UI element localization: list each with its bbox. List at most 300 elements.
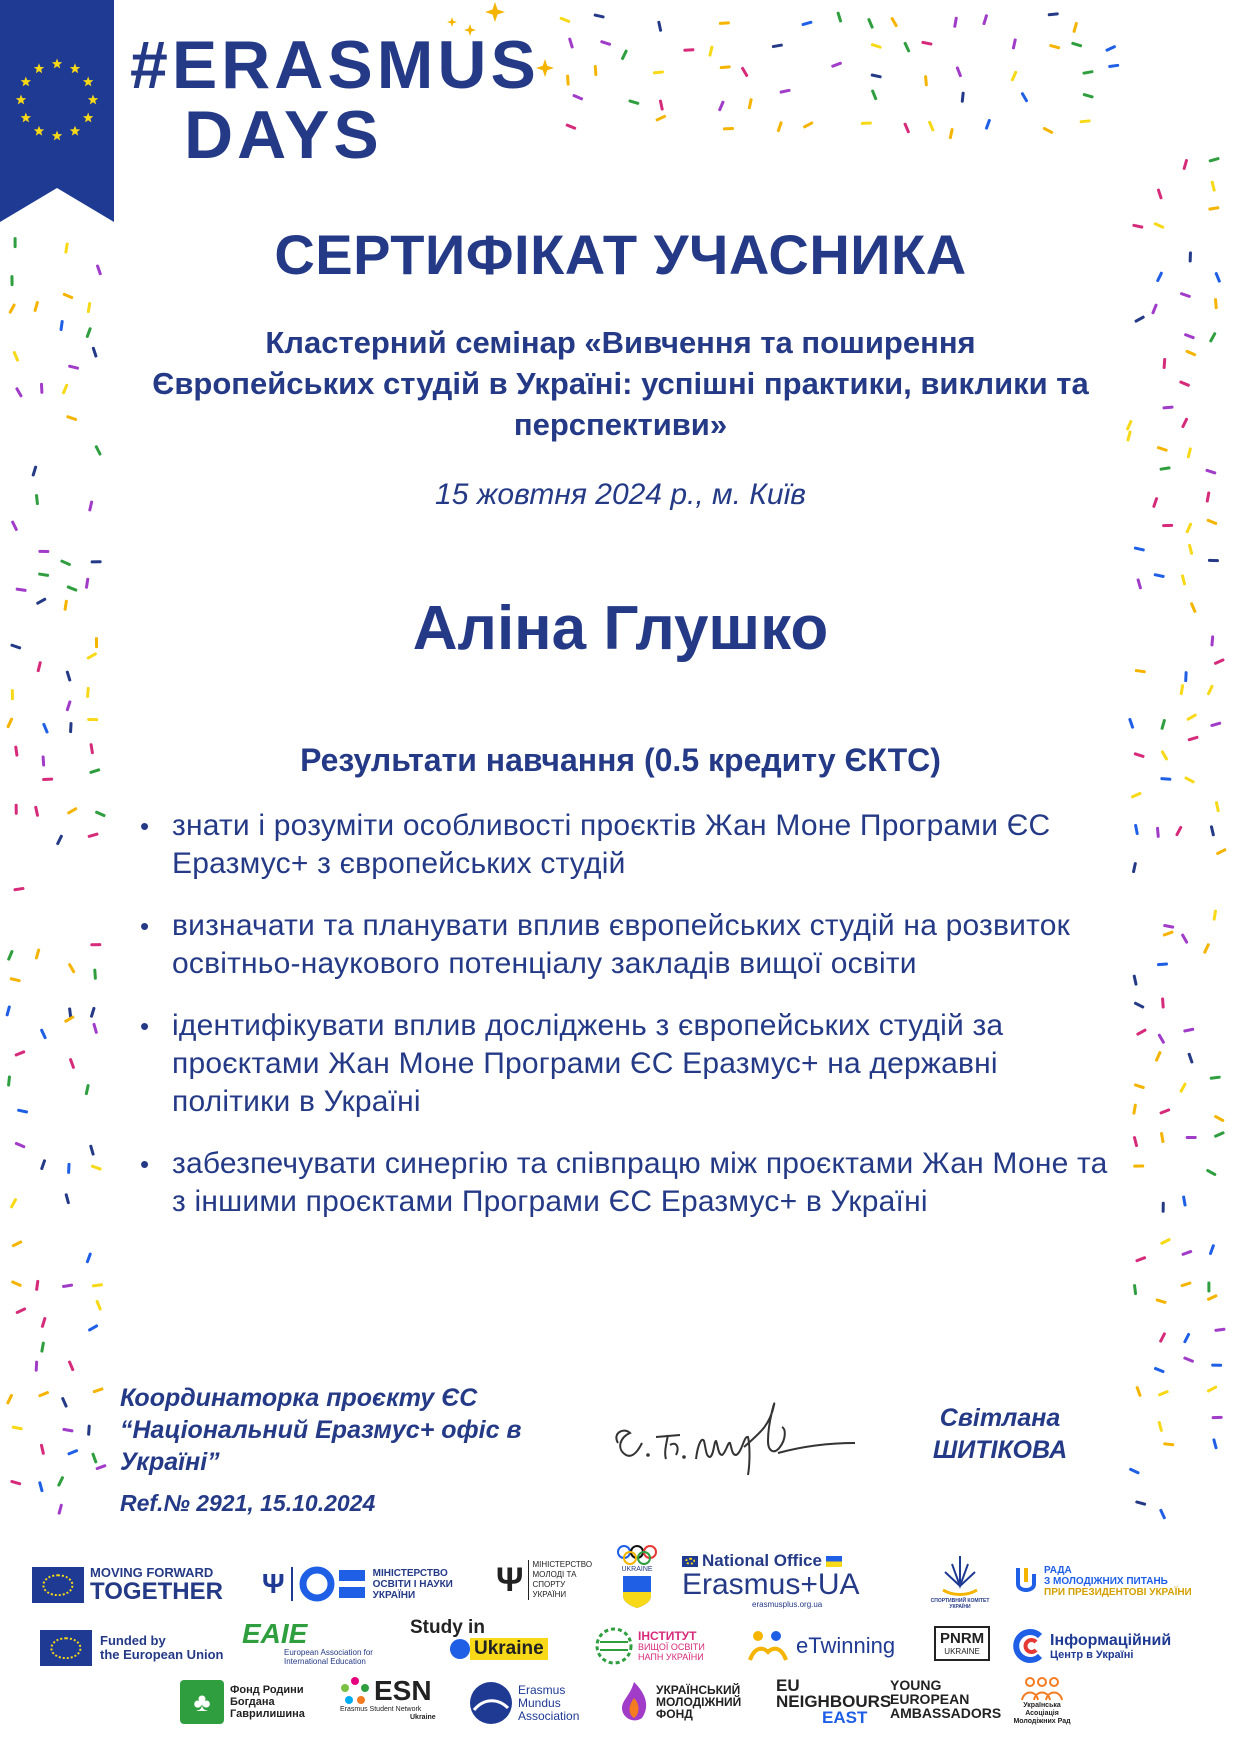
confetti-piece <box>1212 1438 1218 1449</box>
confetti-piece <box>1082 70 1093 75</box>
confetti-piece <box>91 1452 98 1463</box>
confetti-piece <box>12 351 19 362</box>
confetti-piece <box>67 807 78 815</box>
confetti-piece <box>1180 1281 1191 1287</box>
confetti-piece <box>1214 1328 1225 1332</box>
confetti-piece <box>90 1007 96 1018</box>
confetti-piece <box>1208 206 1219 211</box>
erasmus-days-logo <box>130 27 540 173</box>
trident-icon: Ψ <box>262 1568 285 1599</box>
esn-logo <box>340 1676 436 1722</box>
mundus-wave-icon <box>468 1680 514 1726</box>
confetti-piece <box>87 302 92 313</box>
logo-text: Erasmus Mundus Association <box>518 1682 580 1723</box>
confetti-piece <box>871 43 882 49</box>
signer-last-name: ШИТІКОВА <box>932 1436 1068 1464</box>
confetti-piece <box>1042 127 1053 135</box>
outcome-item: • знати і розуміти особливості проєктів Жан Моне Програми ЄС Еразмус+ з європейських студій <box>140 807 1120 883</box>
confetti-piece <box>1134 315 1145 323</box>
confetti-piece <box>600 40 611 46</box>
confetti-piece <box>1160 1132 1165 1143</box>
confetti-piece <box>62 1428 73 1433</box>
confetti-piece <box>1155 1051 1162 1062</box>
logo-text: МІНІСТЕРСТВО ОСВІТИ І НАУКИ УКРАЇНИ <box>372 1567 453 1601</box>
confetti-piece <box>1212 910 1217 921</box>
confetti-piece <box>1203 943 1210 954</box>
confetti-piece <box>93 969 97 980</box>
outcome-item: • визначати та планувати вплив європейських студій на розвиток освітньо-наукового потенціалу закладів вищої освіти <box>140 907 1120 983</box>
confetti-piece <box>1163 358 1167 369</box>
hand-emblem-icon <box>1012 1564 1040 1598</box>
confetti-piece <box>35 1280 40 1291</box>
confetti-piece <box>1157 1033 1165 1044</box>
logo-text: EAST <box>822 1708 868 1727</box>
confetti-piece <box>1211 1364 1222 1367</box>
confetti-piece <box>890 17 898 28</box>
confetti-piece <box>10 1198 18 1209</box>
confetti-piece <box>1207 1385 1218 1393</box>
confetti-piece <box>1206 518 1217 525</box>
confetti-piece <box>1134 824 1139 835</box>
logo-text: Українська Асоціація Молодіжних Рад <box>1013 1702 1071 1725</box>
confetti-piece <box>1131 792 1142 799</box>
confetti-piece <box>14 1050 25 1057</box>
logo-text: ESN <box>374 1675 432 1706</box>
signer-name <box>900 1402 1100 1466</box>
eu-flag-banner <box>0 0 114 222</box>
confetti-piece <box>17 1109 28 1114</box>
confetti-piece <box>1151 303 1158 314</box>
confetti-piece <box>88 1324 99 1332</box>
globe-icon <box>450 1639 470 1659</box>
logo-text: European Association for International Education <box>284 1648 373 1666</box>
youth-fund-flame-icon <box>616 1680 652 1724</box>
confetti-piece <box>6 717 13 728</box>
logo-text: Funded by <box>100 1633 166 1648</box>
info-center-logo <box>1010 1628 1171 1664</box>
confetti-piece <box>741 66 749 77</box>
confetti-piece <box>1159 466 1170 471</box>
confetti-piece <box>566 74 570 85</box>
logo-text: EUROPEAN <box>890 1691 970 1707</box>
ukrainian-youth-fund-logo <box>616 1680 756 1724</box>
confetti-piece <box>66 670 72 681</box>
confetti-piece <box>40 383 44 394</box>
confetti-piece <box>748 98 753 109</box>
eaie-logo <box>242 1620 394 1666</box>
confetti-piece <box>14 1142 25 1149</box>
confetti-piece <box>91 1164 102 1171</box>
confetti-piece <box>871 89 878 100</box>
confetti-piece <box>565 123 576 130</box>
confetti-piece <box>867 18 874 29</box>
confetti-piece <box>836 11 842 22</box>
confetti-piece <box>1133 1284 1137 1295</box>
logo-text: NEIGHBOURS <box>776 1692 892 1711</box>
logo-text: З МОЛОДІЖНИХ ПИТАНЬ <box>1044 1575 1168 1587</box>
confetti-piece <box>1156 827 1160 838</box>
confetti-piece <box>57 1476 65 1487</box>
confetti-piece <box>62 383 69 394</box>
confetti-piece <box>1187 1052 1193 1063</box>
confetti-piece <box>12 1425 23 1430</box>
confetti-piece <box>1163 930 1174 937</box>
confetti-piece <box>1133 1136 1139 1147</box>
confetti-piece <box>1207 1282 1210 1293</box>
confetti-piece <box>1160 719 1166 730</box>
confetti-piece <box>1185 522 1192 533</box>
confetti-piece <box>653 70 664 74</box>
confetti-piece <box>40 1341 45 1352</box>
confetti-piece <box>779 89 790 94</box>
confetti-piece <box>1136 1028 1147 1036</box>
confetti-piece <box>1159 1108 1170 1115</box>
confetti-piece <box>95 810 106 817</box>
logo-line-erasmus: #ERASMUS <box>130 27 540 103</box>
logo-text: ПРИ ПРЕЗИДЕНТОВІ УКРАЇНИ <box>1044 1586 1192 1598</box>
confetti-piece <box>1187 447 1193 458</box>
confetti-piece <box>15 804 18 815</box>
confetti-piece <box>10 1480 21 1486</box>
logo-text: Ukraine <box>410 1714 436 1721</box>
confetti-piece <box>90 943 101 946</box>
confetti-piece <box>1134 1001 1145 1009</box>
confetti-piece <box>1135 1256 1146 1263</box>
confetti-piece <box>1181 1250 1192 1257</box>
confetti-piece <box>903 42 910 53</box>
confetti-piece <box>719 21 730 25</box>
confetti-piece <box>1082 93 1093 99</box>
confetti-piece <box>94 445 102 456</box>
logo-text: MOVING FORWARD <box>90 1565 214 1580</box>
confetti-piece <box>62 1283 73 1288</box>
confetti-piece <box>1209 332 1217 343</box>
confetti-piece <box>86 687 90 698</box>
confetti-piece <box>15 588 26 593</box>
reference-number: Ref.№ 2921, 15.10.2024 <box>120 1490 376 1516</box>
confetti-piece <box>1134 1083 1145 1089</box>
confetti-piece <box>953 17 958 28</box>
confetti-piece <box>1126 430 1132 441</box>
confetti-piece <box>1135 1500 1146 1506</box>
logo-text: TOGETHER <box>90 1578 223 1605</box>
confetti-piece <box>1209 1244 1216 1255</box>
confetti-piece <box>1071 42 1082 48</box>
confetti-piece <box>66 415 77 421</box>
confetti-piece <box>1012 38 1017 49</box>
confetti-piece <box>7 950 14 961</box>
confetti-piece <box>683 48 694 52</box>
confetti-piece <box>1133 974 1138 985</box>
study-in-ukraine-logo <box>410 1618 548 1660</box>
confetti-piece <box>92 1283 103 1287</box>
confetti-piece <box>33 301 39 312</box>
confetti-piece <box>1049 44 1060 50</box>
confetti-piece <box>87 832 98 838</box>
confetti-piece <box>15 387 23 398</box>
institute-globe-icon <box>594 1626 634 1666</box>
confetti-piece <box>1184 671 1188 682</box>
etwinning-logo <box>744 1628 895 1664</box>
confetti-piece <box>982 14 988 25</box>
confetti-piece <box>85 1084 90 1095</box>
confetti-piece <box>87 1425 91 1436</box>
confetti-piece <box>1205 469 1216 475</box>
confetti-piece <box>1206 1169 1217 1177</box>
eu-flag-icon <box>32 1567 84 1603</box>
confetti-piece <box>1136 578 1142 589</box>
confetti-piece <box>6 1394 14 1405</box>
erasmus-mundus-logo <box>468 1680 598 1726</box>
confetti-piece <box>801 20 812 26</box>
confetti-piece <box>1163 924 1174 929</box>
ukraine-shield-icon <box>621 1574 653 1610</box>
logo-text: НАПН УКРАЇНИ <box>638 1652 704 1662</box>
logo-text: National Office <box>702 1551 822 1570</box>
confetti-piece <box>1181 933 1189 944</box>
confetti-piece <box>1133 1165 1144 1168</box>
confetti-piece <box>1214 298 1218 309</box>
confetti-piece <box>921 41 932 46</box>
confetti-piece <box>1215 801 1220 812</box>
youth-council-logo <box>1012 1564 1192 1598</box>
confetti-piece <box>720 65 731 69</box>
confetti-piece <box>38 550 49 553</box>
confetti-piece <box>68 364 79 370</box>
confetti-piece <box>1154 1367 1165 1374</box>
confetti-piece <box>1129 1467 1140 1474</box>
confetti-piece <box>59 320 64 331</box>
confetti-piece <box>86 1252 93 1263</box>
logo-text: AMBASSADORS <box>890 1705 1002 1721</box>
outcomes-title: Результати навчання (0.5 кредиту ЄКТС) <box>300 742 941 778</box>
confetti-piece <box>1132 1104 1137 1115</box>
confetti-piece <box>1179 1082 1187 1093</box>
confetti-piece <box>1182 159 1188 170</box>
confetti-piece <box>777 121 783 132</box>
confetti-piece <box>67 1163 71 1174</box>
confetti-piece <box>572 94 583 101</box>
confetti-piece <box>57 1504 63 1515</box>
confetti-piece <box>1214 1115 1225 1123</box>
fund-tree-icon: ♣ <box>180 1680 224 1724</box>
confetti-piece <box>1183 1333 1191 1344</box>
confetti-piece <box>7 1075 11 1086</box>
confetti-piece <box>66 700 72 711</box>
olympic-rings-icon <box>616 1544 658 1566</box>
logo-text: Erasmus+UA <box>682 1568 860 1601</box>
confetti-piece <box>1126 420 1133 431</box>
confetti-piece <box>621 49 629 60</box>
confetti-piece <box>1183 1356 1194 1363</box>
confetti-piece <box>1072 22 1078 33</box>
confetti-piece <box>593 13 604 18</box>
confetti-piece <box>1163 1442 1174 1446</box>
confetti-piece <box>31 465 37 476</box>
confetti-piece <box>38 1391 49 1398</box>
outcome-item: • забезпечувати синергію та співпрацю між проєктами Жан Моне та з іншими проєктами Програми ЄС Еразмус+ в Україні <box>140 1145 1120 1221</box>
confetti-piece <box>1135 1386 1142 1397</box>
confetti-piece <box>1188 544 1194 555</box>
ministry-education-logo <box>262 1566 471 1602</box>
confetti-piece <box>66 585 77 592</box>
confetti-piece <box>1159 1332 1167 1343</box>
logo-text: МІНІСТЕРСТВО МОЛОДІ ТА СПОРТУ УКРАЇНИ <box>532 1560 593 1599</box>
ministry-youth-logo <box>496 1560 599 1600</box>
confetti-piece <box>594 65 598 76</box>
confetti-piece <box>961 92 965 103</box>
logo-text: PNRM <box>940 1630 985 1647</box>
confetti-piece <box>87 718 98 721</box>
confetti-piece <box>1153 573 1164 578</box>
people-group-icon <box>1018 1676 1066 1702</box>
confetti-piece <box>92 1023 98 1034</box>
confetti-piece <box>42 723 49 734</box>
moving-forward-together-logo <box>32 1566 223 1604</box>
confetti-piece <box>1155 1298 1166 1304</box>
confetti-piece <box>38 572 49 577</box>
divider <box>528 1560 529 1600</box>
confetti-piece <box>1134 546 1145 551</box>
confetti-piece <box>1210 825 1215 836</box>
participant-name: Аліна Глушко <box>412 594 829 663</box>
confetti-piece <box>1010 70 1017 81</box>
confetti-piece <box>1180 684 1185 695</box>
event-date-place: 15 жовтня 2024 р., м. Київ <box>435 478 806 511</box>
confetti-piece <box>628 99 639 105</box>
confetti-piece <box>11 1280 22 1287</box>
confetti-piece <box>1181 574 1187 585</box>
confetti-piece <box>568 37 574 48</box>
confetti-piece <box>772 43 783 48</box>
logo-text: РАДА <box>1044 1564 1072 1576</box>
confetti-piece <box>1187 735 1198 741</box>
confetti-piece <box>13 887 24 892</box>
confetti-piece <box>657 21 662 32</box>
signer-first-name: Світлана <box>939 1404 1061 1432</box>
confetti-piece <box>928 120 935 131</box>
confetti-piece <box>1128 718 1134 729</box>
confetti-piece <box>1108 64 1119 69</box>
young-european-ambassadors-logo <box>890 1678 1001 1720</box>
confetti-piece <box>1160 1238 1171 1246</box>
confetti-piece <box>1181 417 1189 428</box>
confetti-piece <box>10 977 21 982</box>
logo-text: Фонд Родини Богдана Гаврилишина <box>230 1684 305 1720</box>
sport-committee-logo <box>930 1552 990 1610</box>
olympic-committee-logo <box>616 1544 658 1610</box>
confetti-piece <box>61 1397 68 1408</box>
coordinator-title: Координаторка проєкту ЄС “Національний Еразмус+ офіс в Україні” <box>120 1384 522 1476</box>
confetti-piece <box>718 100 725 111</box>
confetti-piece <box>60 559 71 566</box>
confetti-piece <box>1105 45 1116 52</box>
sport-committee-emblem-icon <box>937 1552 983 1598</box>
confetti-piece <box>1162 1202 1165 1213</box>
confetti-piece <box>85 578 90 589</box>
confetti-piece <box>35 1361 39 1372</box>
outcome-item: • ідентифікувати вплив досліджень з європейських студій за проєктами Жан Моне Програми ЄС Еразмус+ на державні політики в Україні <box>140 1007 1120 1121</box>
confetti-piece <box>1208 157 1219 163</box>
confetti-piece <box>67 1449 78 1456</box>
confetti-piece <box>1162 406 1173 410</box>
outcomes-list <box>140 807 1120 1245</box>
confetti-piece <box>1157 962 1168 966</box>
logo-text: ІНСТИТУТ <box>638 1629 697 1643</box>
confetti-piece <box>1162 524 1173 527</box>
logo-text: ВИЩОЇ ОСВІТИ <box>638 1642 705 1652</box>
eu-flag-icon <box>682 1556 698 1567</box>
confetti-piece <box>659 99 664 110</box>
confetti-piece <box>1207 684 1214 695</box>
confetti-piece <box>40 1444 45 1455</box>
etwinning-figures-icon <box>744 1628 792 1664</box>
sparkle-icon <box>485 2 505 22</box>
confetti-piece <box>1157 446 1168 452</box>
confetti-piece <box>95 1464 106 1471</box>
logo-text: the European Union <box>100 1647 224 1662</box>
info-center-icon <box>1010 1628 1046 1664</box>
confetti-piece <box>1175 826 1183 837</box>
confetti-piece <box>35 948 41 959</box>
confetti-piece <box>40 1159 46 1170</box>
confetti-piece <box>655 114 666 121</box>
confetti-piece <box>11 689 14 700</box>
confetti-piece <box>1214 1131 1225 1138</box>
confetti-piece <box>64 1193 70 1204</box>
logo-text: СПОРТИВНИЙ КОМІТЕТ УКРАЇНИ <box>930 1598 990 1610</box>
confetti-piece <box>1080 119 1091 123</box>
confetti-piece <box>1185 349 1196 356</box>
confetti-piece <box>5 1005 11 1016</box>
handwritten-signature <box>610 1385 860 1485</box>
confetti-piece <box>56 834 64 845</box>
confetti-piece <box>1184 333 1195 340</box>
confetti-piece <box>1182 1195 1187 1206</box>
confetti-piece <box>15 1307 26 1314</box>
confetti-piece <box>85 327 92 338</box>
confetti-piece <box>870 73 881 78</box>
confetti-piece <box>1208 559 1219 562</box>
confetti-piece <box>40 1028 47 1039</box>
esn-star-icon <box>340 1676 370 1706</box>
confetti-piece <box>1180 292 1191 298</box>
logo-text: Інформаційний <box>1050 1631 1172 1649</box>
confetti-piece <box>41 1317 47 1328</box>
sparkle-icon <box>447 17 457 27</box>
confetti-piece <box>68 963 76 974</box>
confetti-piece <box>1216 848 1227 856</box>
trident-icon: Ψ <box>496 1560 524 1599</box>
logo-text: УКРАЇНСЬКИЙ МОЛОДІЖНИЙ ФОНД <box>656 1683 742 1721</box>
confetti-piece <box>38 1481 44 1492</box>
logo-text: EAIE <box>242 1618 308 1649</box>
confetti-piece <box>34 806 39 817</box>
confetti-piece <box>1161 997 1165 1008</box>
confetti-piece <box>924 75 928 86</box>
confetti-piece <box>1183 1028 1194 1033</box>
confetti-piece <box>1210 180 1216 191</box>
erasmus-national-office-logo <box>682 1552 860 1609</box>
confetti-piece <box>95 1300 102 1311</box>
logo-text: UKRAINE <box>621 1566 653 1573</box>
logo-line-days: DAYS <box>184 97 383 173</box>
institute-higher-education-logo <box>594 1626 705 1666</box>
partner-logos <box>0 1540 1241 1755</box>
logo-text: Study in <box>410 1617 485 1638</box>
confetti-piece <box>62 292 73 299</box>
confetti-piece <box>1158 1390 1169 1397</box>
